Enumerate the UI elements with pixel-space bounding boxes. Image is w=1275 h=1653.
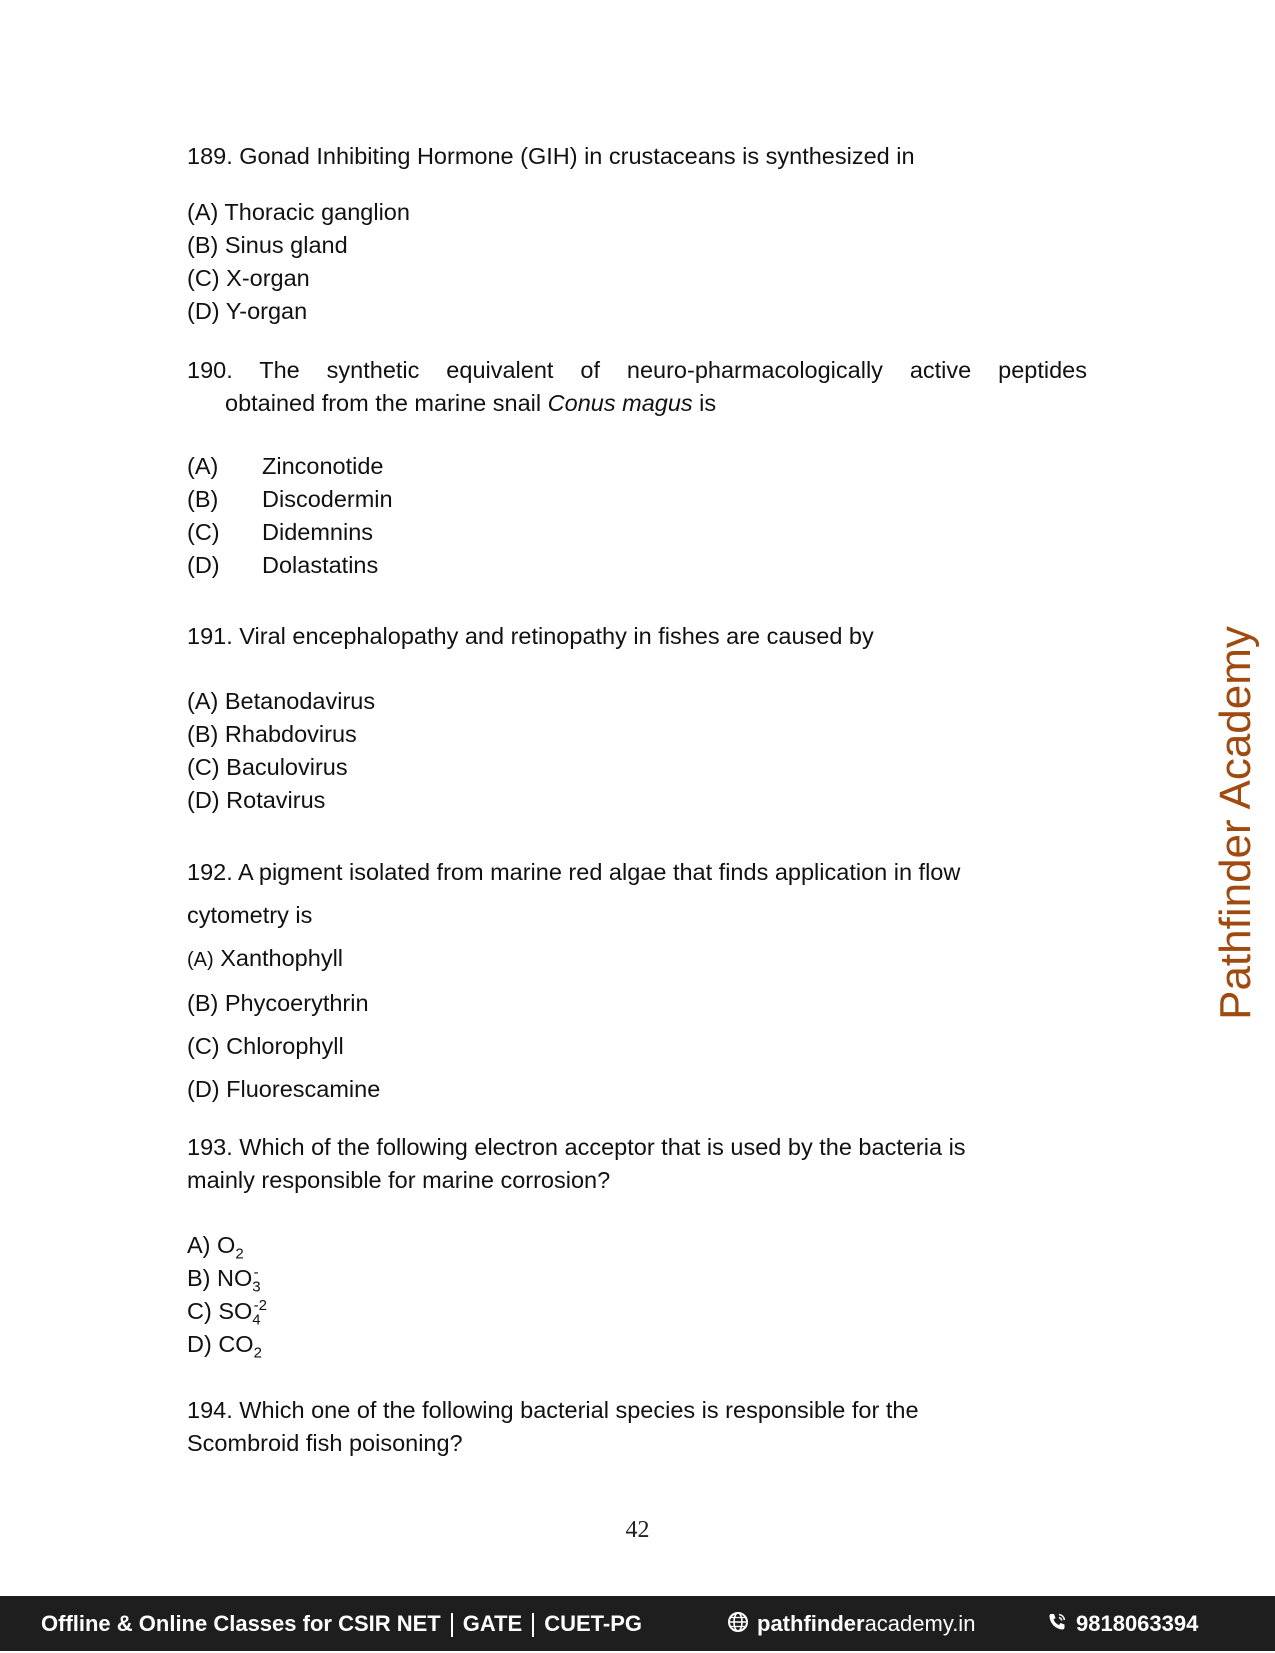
- option-c: (C) X-organ: [187, 265, 310, 291]
- footer-phone[interactable]: [1046, 1596, 1198, 1651]
- option-c: [187, 516, 1087, 549]
- option-d: (D) Y-organ: [187, 298, 308, 324]
- stem-text: obtained from the marine snail: [225, 390, 548, 416]
- question-194: [187, 1394, 1087, 1460]
- question-stem-line-2: mainly responsible for marine corrosion?: [187, 1167, 611, 1193]
- option-b: (B) Sinus gland: [187, 232, 348, 258]
- question-192: [187, 851, 1087, 1111]
- option-list: [187, 450, 1087, 582]
- option-label: (A): [187, 453, 219, 479]
- question-stem: 191. Viral encephalopathy and retinopathy in fishes are caused by: [187, 623, 874, 649]
- option-text: Dolastatins: [262, 552, 379, 578]
- formula-text: B) NO: [187, 1265, 253, 1291]
- footer-classes-text: Offline & Online Classes for CSIR NET: [41, 1611, 441, 1636]
- stem-text-end: is: [692, 390, 717, 416]
- question-stem-line-2: [187, 387, 1087, 420]
- footer-cuet: CUET-PG: [544, 1611, 643, 1636]
- option-list: [187, 196, 1087, 328]
- option-c: (C) Chlorophyll: [187, 1033, 344, 1059]
- globe-icon: [727, 1598, 749, 1653]
- option-c: (C) Baculovirus: [187, 754, 348, 780]
- option-text: Discodermin: [262, 486, 393, 512]
- formula-charge: -: [253, 1264, 259, 1282]
- formula-subscript: 2: [253, 1344, 262, 1362]
- option-text: Xanthophyll: [213, 945, 344, 971]
- question-189: [187, 140, 1087, 328]
- option-label: (A): [187, 949, 214, 971]
- footer-website[interactable]: [727, 1596, 975, 1651]
- watermark: Pathfinder Academy: [1211, 626, 1260, 1020]
- species-name: Conus magus: [547, 390, 693, 416]
- option-label: (B): [187, 486, 219, 512]
- question-stem-line-2: Scombroid fish poisoning?: [187, 1430, 463, 1456]
- option-list: [187, 1229, 1087, 1361]
- footer-courses: [41, 1596, 642, 1651]
- option-a: [187, 937, 1087, 982]
- formula-text: A) O: [187, 1232, 236, 1258]
- option-list: [187, 685, 1087, 817]
- site-name-light: academy.in: [864, 1611, 976, 1636]
- option-b: (B) Phycoerythrin: [187, 990, 369, 1016]
- option-text: Didemnins: [262, 519, 374, 545]
- option-label: (D): [187, 552, 220, 578]
- option-list: [187, 937, 1087, 1111]
- option-c: [187, 1295, 1087, 1328]
- question-stem-line-1: 194. Which one of the following bacterial species is responsible for the: [187, 1397, 919, 1423]
- option-d: (D) Fluorescamine: [187, 1076, 381, 1102]
- option-a: (A) Thoracic ganglion: [187, 199, 410, 225]
- option-a: [187, 1229, 1087, 1262]
- phone-number: 9818063394: [1076, 1611, 1199, 1636]
- option-d: (D) Rotavirus: [187, 787, 326, 813]
- formula-text: C) SO: [187, 1298, 253, 1324]
- phone-icon: [1046, 1598, 1068, 1653]
- option-label: (C): [187, 519, 220, 545]
- footer-gate: GATE: [462, 1611, 523, 1636]
- question-190: [187, 354, 1087, 582]
- footer-banner: [0, 1596, 1275, 1651]
- option-text: Zinconotide: [262, 453, 384, 479]
- option-d: [187, 1328, 1087, 1361]
- option-b: [187, 1262, 1087, 1295]
- option-a: [187, 450, 1087, 483]
- option-d: [187, 549, 1087, 582]
- page-number: 42: [625, 1517, 650, 1543]
- question-stem: 189. Gonad Inhibiting Hormone (GIH) in crustaceans is synthesized in: [187, 143, 915, 169]
- option-b: (B) Rhabdovirus: [187, 721, 357, 747]
- question-stem-line-1: 193. Which of the following electron acceptor that is used by the bacteria is: [187, 1134, 966, 1160]
- formula-subscript: 4: [252, 1311, 261, 1329]
- formula-charge: -2: [253, 1297, 267, 1315]
- question-stem-line-1: 192. A pigment isolated from marine red algae that finds application in flow: [187, 859, 961, 885]
- formula-text: D) CO: [187, 1331, 254, 1357]
- question-193: [187, 1131, 1087, 1361]
- question-stem-line-2: cytometry is: [187, 902, 313, 928]
- divider: [532, 1613, 534, 1637]
- formula-subscript: 2: [235, 1245, 244, 1263]
- question-stem-line-1: 190. The synthetic equivalent of neuro-pharmacologically active peptides: [187, 357, 1087, 383]
- divider: [451, 1613, 453, 1637]
- formula-subscript: 3: [252, 1278, 261, 1296]
- option-b: [187, 483, 1087, 516]
- question-191: [187, 620, 1087, 817]
- site-name-bold: pathfinder: [757, 1611, 865, 1636]
- option-a: (A) Betanodavirus: [187, 688, 376, 714]
